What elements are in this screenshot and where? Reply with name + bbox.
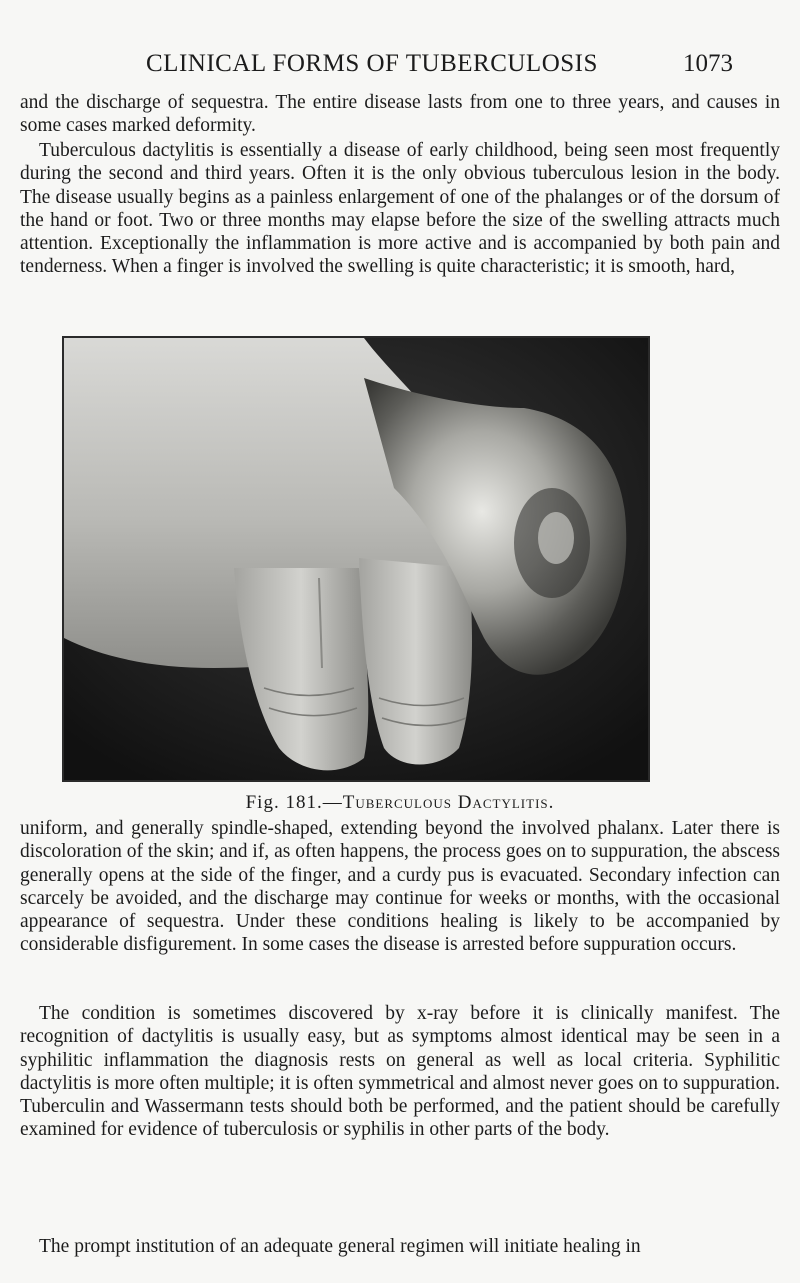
running-head: CLINICAL FORMS OF TUBERCULOSIS <box>146 50 598 77</box>
page-number: 1073 <box>683 50 733 77</box>
figure-dash: — <box>322 792 343 813</box>
figure-title: Tuberculous Dactylitis. <box>342 792 555 813</box>
paragraph-3: uniform, and generally spindle-shaped, extending beyond the involved phalanx. Later there is discoloration of the skin; and if, as often happens, the process goes on to suppuration, the abscess generally opens at the side of the finger, and a curdy pus is evacuated. Secondary infection can scarcely be avoided, and the discharge may continue for weeks or months, with the occasional appearance of sequestra. Under these conditions healing is likely to be accompanied by considerable disfigurement. In some cases the disease is arrested before suppuration occurs. <box>20 818 780 956</box>
paragraph-1: and the discharge of sequestra. The entire disease lasts from one to three years, and causes in some cases marked deformity. <box>20 92 780 137</box>
paragraph-5: The prompt institution of an adequate general regimen will initiate healing in <box>39 1236 641 1257</box>
figure-label: Fig. 181. <box>245 792 323 813</box>
figure-caption <box>0 792 800 814</box>
page-header <box>0 50 800 86</box>
paragraph-2: Tuberculous dactylitis is essentially a disease of early childhood, being seen most frequently during the second and third years. Often it is the only obvious tuberculous lesion in the body. The disease usually begins as a painless enlargement of one of the phalanges or of the dorsum of the hand or foot. Two or three months may elapse before the size of the swelling attracts much attention. Exceptionally the inflammation is more active and is accompanied by both pain and tenderness. When a finger is involved the swelling is quite characteristic; it is smooth, hard, <box>20 140 780 278</box>
figure-photograph <box>62 336 650 782</box>
dactylitis-photo-illustration <box>64 338 648 780</box>
paragraph-4: The condition is sometimes discovered by x-ray before it is clinically manifest. The recognition of dactylitis is usually easy, but as symptoms almost identical may be seen in a syphilitic inflammation the diagnosis rests on general as well as local criteria. Syphilitic dactylitis is more often multiple; it is often symmetrical and almost never goes on to suppuration. Tuberculin and Wassermann tests should both be performed, and the patient should be carefully examined for evidence of tuberculosis or syphilis in other parts of the body. <box>20 1003 780 1141</box>
